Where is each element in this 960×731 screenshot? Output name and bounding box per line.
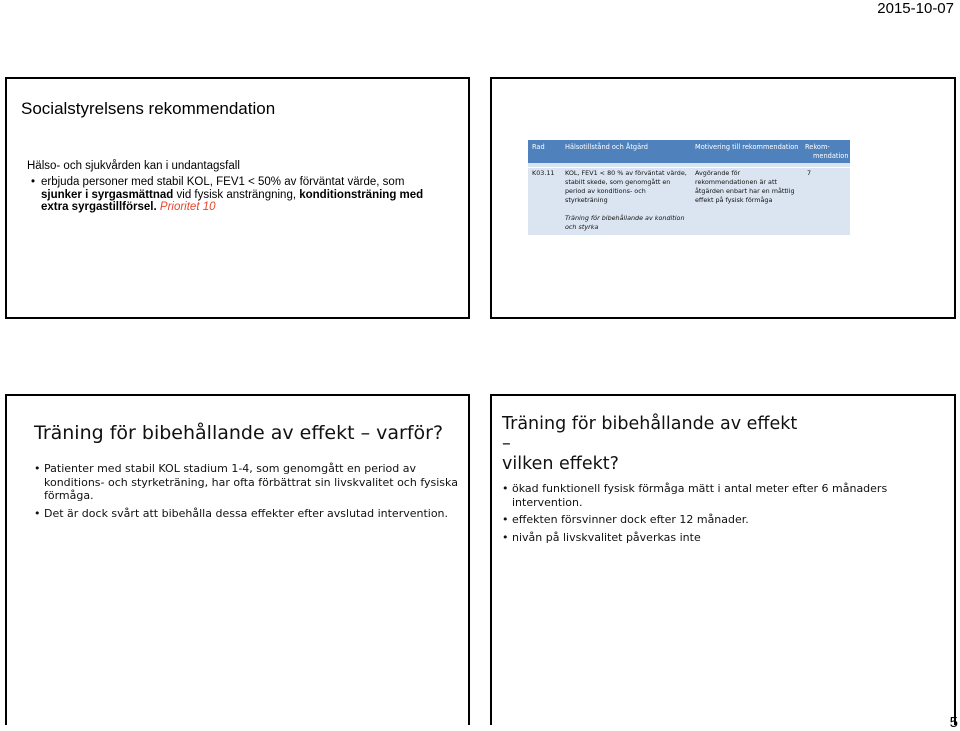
bullet-item: • nivån på livskvalitet påverkas inte <box>502 531 902 545</box>
action-line: Träning för bibehållande av kondition <box>565 214 685 222</box>
bullet-list <box>31 176 441 214</box>
action-cell <box>565 214 690 232</box>
motivation-line: rekommendationen är att <box>695 178 777 186</box>
slide-recommendation <box>5 77 470 319</box>
bullet-list <box>502 482 902 548</box>
table-header <box>528 140 850 163</box>
slide-table <box>490 77 956 319</box>
condition-line: KOL, FEV1 < 80 % av förväntat värde, <box>565 169 687 177</box>
slide-title <box>502 414 802 474</box>
bullet-item: • effekten försvinner dock efter 12 månader. <box>502 513 902 527</box>
bullet-text: erbjuda personer med stabil KOL, FEV1 < 50% av förväntat värde, som <box>41 176 405 188</box>
row-id: K03.11 <box>532 169 555 177</box>
condition-line: styrketräning <box>565 196 608 204</box>
condition-line: period av konditions- och <box>565 187 646 195</box>
bullet-item <box>31 176 441 214</box>
slide-title: Träning för bibehållande av effekt – varför? <box>34 422 444 444</box>
bullet-item: • ökad funktionell fysisk förmåga mätt i antal meter efter 6 månaders intervention. <box>502 482 902 509</box>
recommendation-value: 7 <box>807 169 812 177</box>
bullet-list <box>34 462 459 524</box>
intro-text: Hälso- och sjukvården kan i undantagsfall <box>27 160 240 172</box>
recommendation-table <box>528 140 850 235</box>
bullet-item: • Det är dock svårt att bibehålla dessa effekter efter avslutad intervention. <box>34 507 459 521</box>
condition-line: stabilt skede, som genomgått en <box>565 178 671 186</box>
slide-which-effect <box>490 394 956 725</box>
motivation-line: Avgörande för <box>695 169 741 177</box>
title-line: Träning för bibehållande av effekt – <box>502 414 798 454</box>
header-motivation: Motivering till rekommendation <box>695 143 799 151</box>
slide-why <box>5 394 470 725</box>
page-number: 5 <box>949 714 958 731</box>
document-date: 2015-10-07 <box>877 0 954 17</box>
bullet-text-mid: vid fysisk ansträngning, <box>173 188 300 201</box>
header-condition: Hälsotillstånd och Åtgärd <box>565 143 648 151</box>
slide-title: Socialstyrelsens rekommendation <box>21 99 276 118</box>
table-divider <box>528 167 850 168</box>
bullet-bold-text: sjunker i syrgasmättnad <box>41 188 174 201</box>
header-rad: Rad <box>532 143 545 151</box>
priority-label: Prioritet 10 <box>159 201 216 213</box>
motivation-cell <box>695 169 800 205</box>
motivation-line: effekt på fysisk förmåga <box>695 196 773 204</box>
action-line: och styrka <box>565 223 599 231</box>
bullet-bold-text-2: konditionsträning med extra syrgastillförsel. <box>41 188 424 213</box>
header-recommendation: Rekom- <box>805 143 830 151</box>
condition-cell <box>565 169 690 205</box>
title-line: vilken effekt? <box>502 454 619 474</box>
bullet-item: • Patienter med stabil KOL stadium 1-4, som genomgått en period av konditions- och styrketräning, har ofta förbättrat sin livskvalitet och fysiska förmåga. <box>34 462 459 503</box>
header-recommendation-2: mendation <box>813 152 849 160</box>
motivation-line: åtgärden enbart har en måttlig <box>695 187 795 195</box>
